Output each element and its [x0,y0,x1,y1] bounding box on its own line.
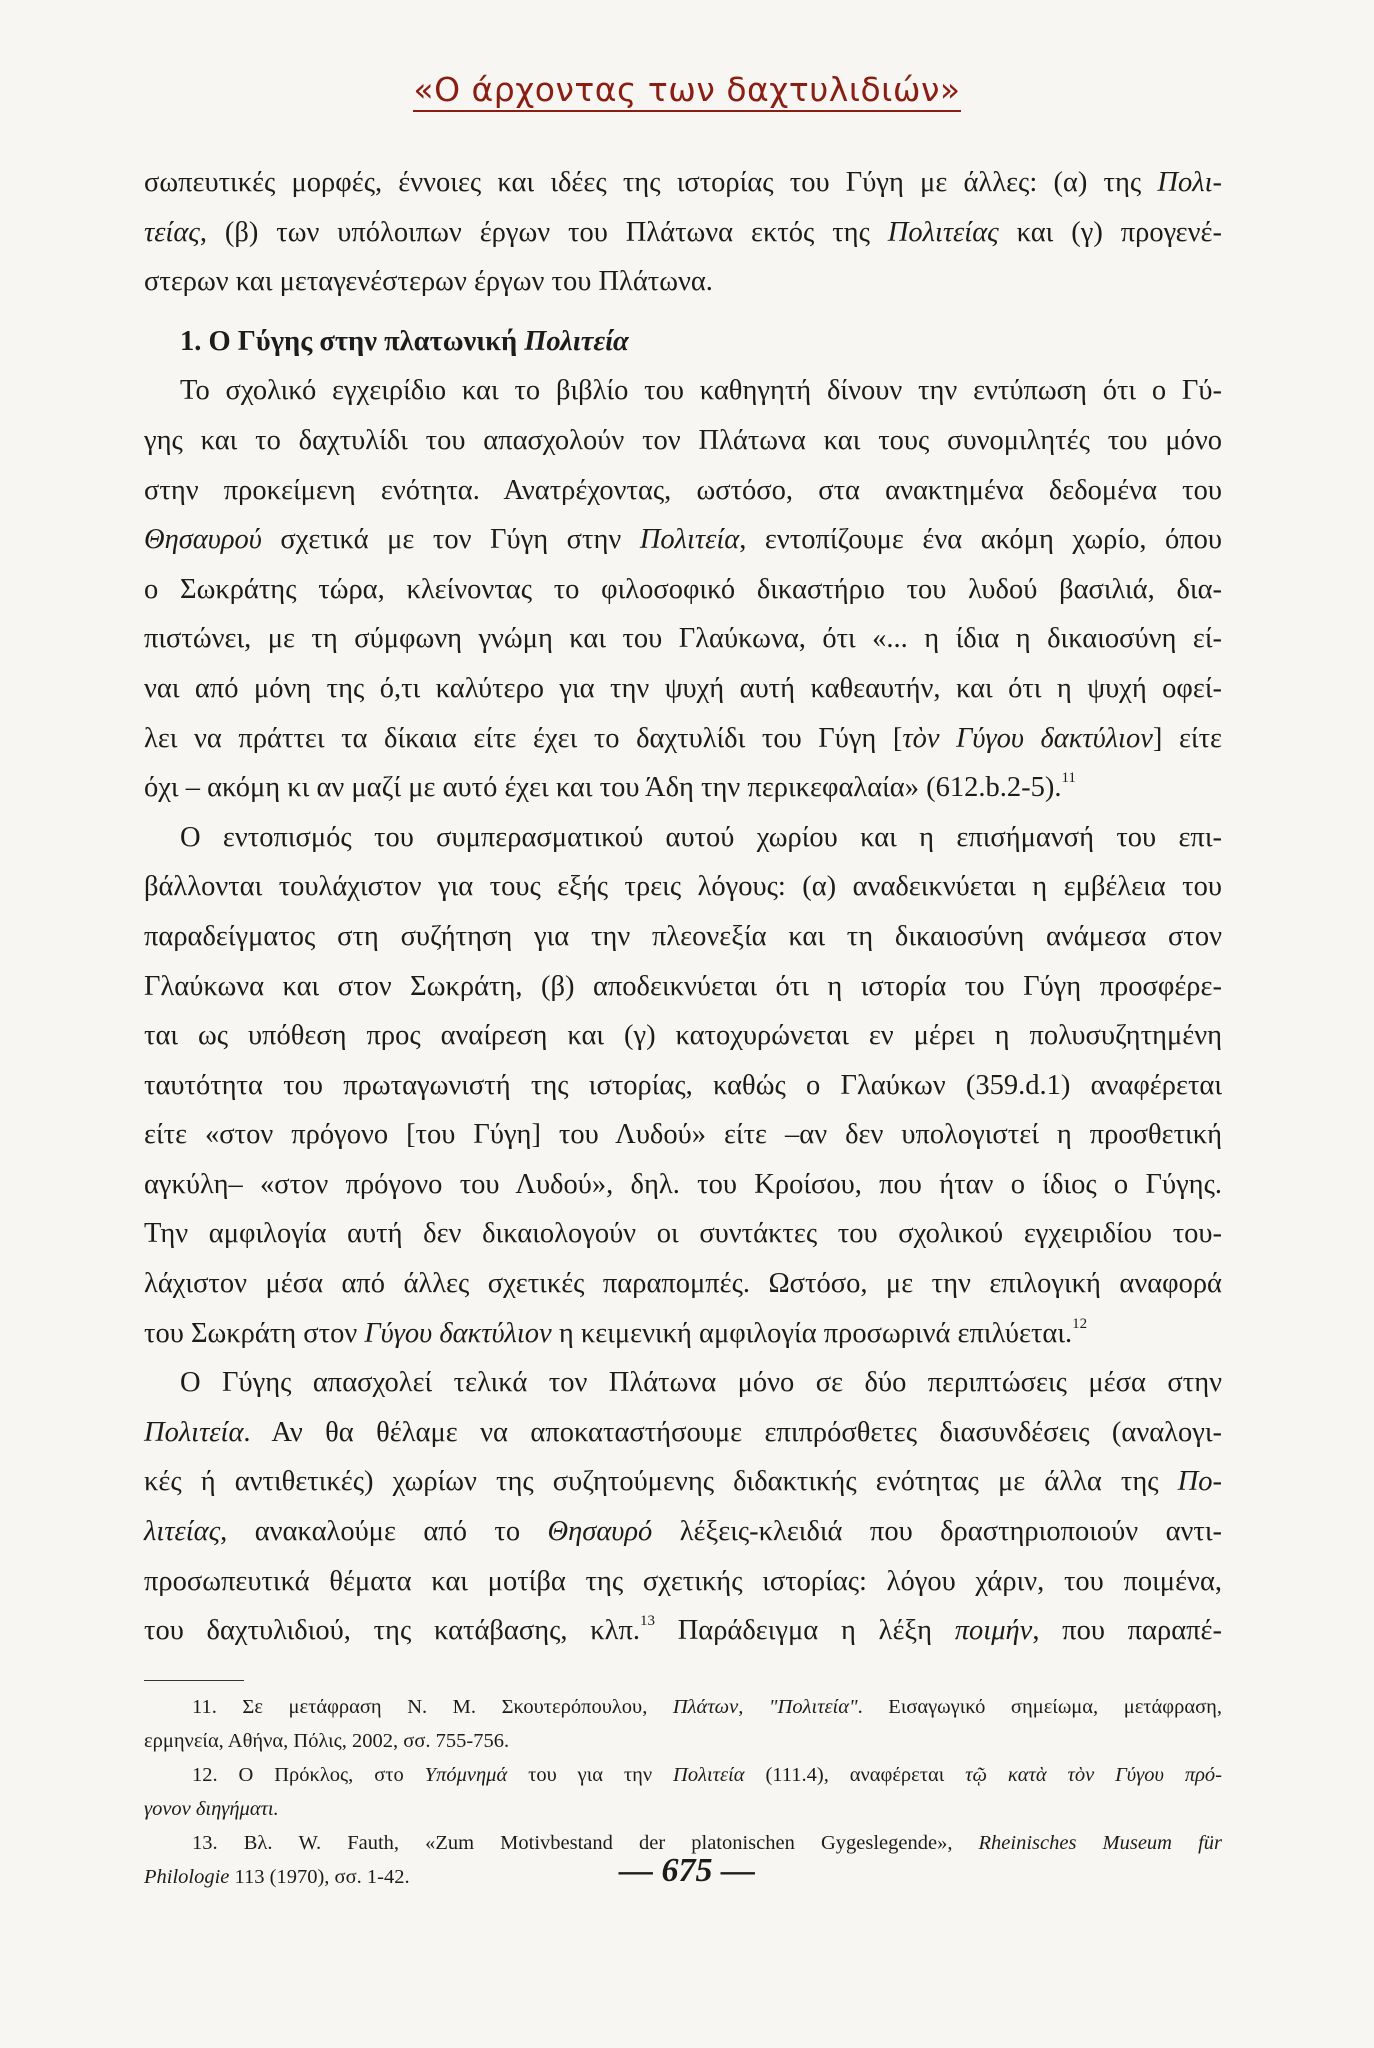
text-line: είτε «στον πρόγονο [του Γύγη] του Λυδού» είτε –αν δεν υπολογιστεί η προσθετική [144,1119,1222,1151]
footnote-divider [144,1680,244,1681]
running-head [0,70,1374,109]
footnote-ref: 12 [1072,1315,1088,1332]
footnote-11: 11. Σε μετάφραση Ν. Μ. Σκουτερόπουλου, Πλάτων, "Πολιτεία". Εισαγωγικό σημείωμα, μετάφραση, [192,1696,1222,1718]
text-line: Την αμφιλογία αυτή δεν δικαιολογούν οι συντάκτες του σχολικού εγχειριδίου του- [144,1218,1222,1250]
text-line: Γλαύκωνα και στον Σωκράτη, (β) αποδεικνύεται ότι η ιστορία του Γύγη προσφέρε- [144,970,1222,1002]
footnote-ref: 11 [1061,770,1076,787]
footnote-12: 12. Ο Πρόκλος, στο Υπόμνημά του για την Πολιτεία (111.4), αναφέρεται τῷ κατὰ τὸν Γύγου πρό- [192,1764,1223,1786]
text-line: κές ή αντιθετικές) χωρίων της συζητούμενης διδακτικής ενότητας με άλλα της Πο- [144,1466,1222,1498]
text-line: λιτείας, ανακαλούμε από το Θησαυρό λέξεις-κλειδιά που δραστηριοποιούν αντι- [144,1516,1222,1548]
footnote-ref: 13 [639,1613,655,1630]
text-line: Πολιτεία. Αν θα θέλαμε να αποκαταστήσουμε επιπρόσθετες διασυνδέσεις (αναλογι- [144,1416,1222,1448]
text-line: λει να πράττει τα δίκαια είτε έχει το δαχτυλίδι του Γύγη [τὸν Γύγου δακτύλιον] είτε [144,722,1223,754]
text-line: ταυτότητα του πρωταγωνιστή της ιστορίας, καθώς ο Γλαύκων (359.d.1) αναφέρεται [144,1069,1222,1101]
page-number: — 675 — [619,1852,755,1889]
text-line: γης και το δαχτυλίδι του απασχολούν τον Πλάτωνα και τους συνομιλητές του μόνο [144,424,1222,456]
text-line: ται ως υπόθεση προς αναίρεση και (γ) κατοχυρώνεται εν μέρει η πολυσυζητημένη [144,1020,1222,1052]
text-line: σωπευτικές μορφές, έννοιες και ιδέες της ιστορίας του Γύγη με άλλες: (α) της Πολι- [144,167,1222,198]
text-line: Ο Γύγης απασχολεί τελικά τον Πλάτωνα μόνο σε δύο περιπτώσεις μέσα στην [180,1367,1222,1399]
text-line: στην προκείμενη ενότητα. Ανατρέχοντας, ωστόσο, στα ανακτημένα δεδομένα του [144,474,1222,506]
text-line: λάχιστον μέσα από άλλες σχετικές παραπομπές. Ωστόσο, με την επιλογική αναφορά [144,1268,1222,1300]
text-line: Το σχολικό εγχειρίδιο και το βιβλίο του καθηγητή δίνουν την εντύπωση ότι ο Γύ- [180,375,1222,407]
text-line: του Σωκράτη στον Γύγου δακτύλιον η κειμενική αμφιλογία προσωρινά επιλύεται.$^{12}$ [144,1315,1088,1349]
text-line: παραδείγματος στη συζήτηση για την πλεονεξία και τη δικαιοσύνη ανάμεσα στον [144,920,1222,952]
footnote-11-cont: ερμηνεία, Αθήνα, Πόλις, 2002, σσ. 755-756. [144,1730,510,1752]
text-line: του δαχτυλιδιού, της κατάβασης, κλπ.$^{13}$ Παράδειγμα η λέξη ποιμήν, που παραπέ- [144,1613,1222,1647]
section-heading: 1. Ο Γύγης στην πλατωνική Πολιτεία [180,325,629,357]
running-title: «Ο άρχοντας των δαχτυλιδιών» [413,70,960,112]
text-line: τείας, (β) των υπόλοιπων έργων του Πλάτωνα εκτός της Πολιτείας και (γ) προγενέ- [144,216,1222,248]
footnote-13: 13. Βλ. W. Fauth, «Zum Motivbestand der platonischen Gygeslegende», Rheinisches Museum für [192,1832,1222,1854]
text-line: Θησαυρού σχετικά με τον Γύγη στην Πολιτεία, εντοπίζουμε ένα ακόμη χωρίο, όπου [144,524,1222,556]
text-line: αγκύλη– «στον πρόγονο του Λυδού», δηλ. του Κροίσου, που ήταν ο ίδιος ο Γύγης. [144,1168,1222,1200]
footnote-13-cont: Philologie 113 (1970), σσ. 1-42. [144,1866,410,1888]
text-line: Ο εντοπισμός του συμπερασματικού αυτού χωρίου και η επισήμανσή του επι- [180,821,1222,853]
text-line: ο Σωκράτης τώρα, κλείνοντας το φιλοσοφικό δικαστήριο του λυδού βασιλιά, δια- [144,573,1222,605]
text-line: όχι – ακόμη κι αν μαζί με αυτό έχει και του Άδη την περικεφαλαία» (612.b.2-5).$^{11}$ [144,770,1076,804]
text-line: προσωπευτικά θέματα και μοτίβα της σχετικής ιστορίας: λόγου χάριν, του ποιμένα, [144,1565,1222,1597]
main-text [144,158,1222,1656]
text-line: βάλλονται τουλάχιστον για τους εξής τρεις λόγους: (α) αναδεικνύεται η εμβέλεια του [144,871,1222,903]
footnote-12-cont: γονον διηγήματι. [144,1798,279,1820]
text-line: πιστώνει, με τη σύμφωνη γνώμη και του Γλαύκωνα, ότι «... η ίδια η δικαιοσύνη εί- [144,623,1222,655]
text-line: στερων και μεταγενέστερων έργων του Πλάτωνα. [144,266,713,298]
text-line: ναι από μόνη της ό,τι καλύτερο για την ψυχή αυτή καθεαυτήν, και ότι η ψυχή οφεί- [144,672,1222,704]
